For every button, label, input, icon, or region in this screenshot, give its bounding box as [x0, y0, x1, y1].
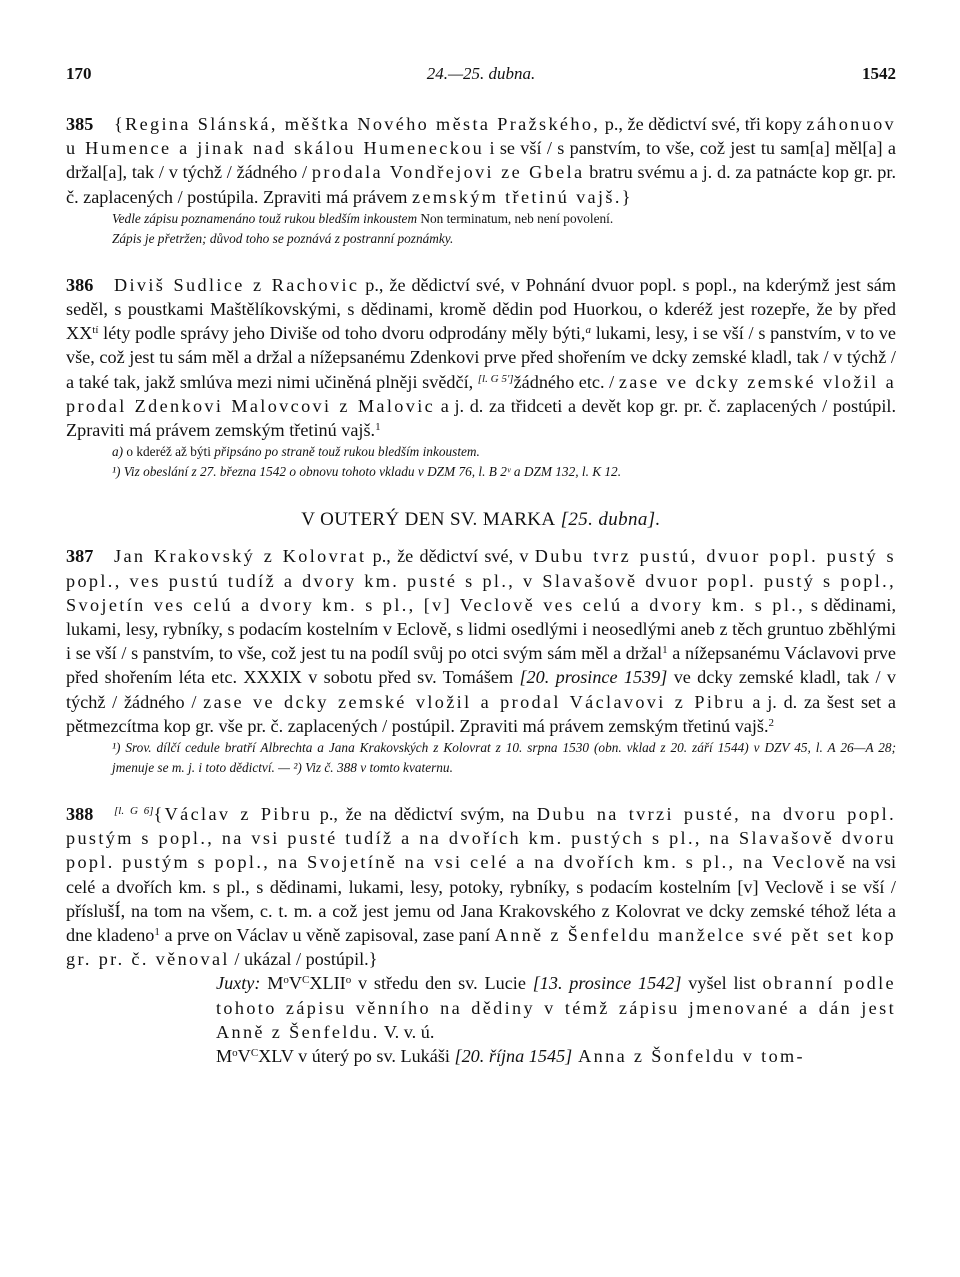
juxta-text: XLV v úterý po sv. Lukáši: [258, 1046, 455, 1067]
footnote-ref: a: [585, 324, 591, 337]
footnote-ref: 1: [154, 926, 160, 939]
heading-date: [25. dubna].: [555, 509, 661, 531]
entry-text: žádného etc. /: [513, 371, 619, 392]
juxta-note: [216, 971, 896, 1044]
entry-text: / ukázal / postúpil.}: [229, 949, 378, 970]
entry-385: [66, 112, 896, 209]
footnote-text: Viz č. 388 v tomto kvaternu.: [301, 760, 453, 776]
entry-spaced-text: Dubu tvrz pustú, dvuor popl. pustý s popl., ves pustú tudíž a dvory km. pusté s pl., v Slavašově dvuor popl. pustý s popl., Svojetín ves celú a dvory km. s pl., [v] Veclově ves celú a dvory km. s pl.,: [66, 546, 896, 615]
entry-party: {Václav z Pibru: [153, 804, 313, 825]
juxta-text: M: [260, 973, 284, 994]
page-number: 170: [66, 64, 92, 83]
running-header: [66, 62, 896, 86]
entry-text: a prve on Václav u věně zapisoval, zase paní: [159, 925, 495, 946]
editorial-note: [112, 229, 896, 249]
entry-number: 386: [66, 274, 94, 295]
entry-party: Jan Krakovský z Kolovrat: [114, 546, 367, 567]
note-italic: Vedle zápisu poznamenáno touž rukou bledším inkoustem: [112, 210, 418, 226]
juxta-spaced-text: Anna z Šonfeldu v tom-: [572, 1046, 805, 1067]
heading-text: V OUTERÝ DEN SV. MARKA: [301, 509, 556, 531]
entry-text: ve dcky zemské kladl, tak / v týchž / žádného /: [66, 667, 896, 712]
entry-number: 385: [66, 114, 94, 134]
entry-text: na vsi celé a dvořích km. s pl., s dědinami, lukami, lesy, potoky, rybníky, s podacím kostelním [v] Veclově i se vší / příslušÍ, na tom na všem, c. t. m. a což jest jemu od Jana Krakovského z Kolovrat ve dcky zemské téhož léta a dne kladeno: [66, 852, 896, 946]
juxta-text: V: [237, 1046, 251, 1067]
entry-text: bratru svému a j. d. za patnácte kop gr. pr. č. zaplacených / postúpila. Zpraviti má právem: [66, 162, 897, 207]
entry-387: [66, 544, 896, 738]
note-italic: Zápis je přetržen; důvod toho se poznává z postranní poznámky.: [112, 230, 454, 246]
entry-spaced-text: zemským třetinú vajš.}: [411, 186, 633, 207]
date-bracket: [20. prosince 1539]: [519, 667, 668, 688]
footnote-label: a): [112, 444, 124, 460]
footnote-ref: 1: [662, 644, 668, 657]
running-title: 24.—25. dubna.: [426, 64, 536, 83]
entry-388: [66, 802, 896, 971]
footnote-italic: připsáno po straně touž rukou bledším inkoustem.: [214, 444, 480, 460]
entry-spaced-text: Anně z Šenfeldu manželce své pět set kop gr. pr. č. věnoval: [66, 925, 896, 970]
note-text: Non terminatum, neb není povolení.: [417, 210, 614, 226]
footnote-label: ¹): [112, 464, 121, 480]
juxta-text: XLII: [309, 973, 346, 994]
superscript: C: [302, 974, 310, 987]
entry-spaced-text: zase ve dcky zemské vložil a prodal Václavovi z Pibru: [203, 691, 746, 712]
entry-text: a nížepsanému Václavovi prve před shořením léta etc. XXXIX v sobotu před sv. Tomášem: [66, 643, 896, 688]
superscript: C: [250, 1047, 259, 1060]
entry-spaced-text: zase ve dcky zemské vložil a prodal Zdenkovi Malovcovi z Malovic: [66, 371, 897, 416]
footnote: [112, 442, 896, 462]
entry-text: a j. d. za třidceti a devět kop gr. pr. č. zaplacených / postúpil. Zpraviti má právem zemským třetinú vajš.: [66, 395, 896, 441]
entry-text: p., že dědictví své, tři kopy: [600, 114, 807, 134]
entry-text: i se vší / s panstvím, to vše, což jest tu sam[a] měl[a] a držal[a], tak / v týchž / žádného /: [66, 138, 896, 183]
entry-spaced-text: záhonuov u Humence a jinak nad skálou Humeneckou: [66, 114, 897, 159]
entry-text: p., že na dědictví svým, na: [312, 804, 537, 825]
entry-party: Diviš Sudlice z Rachovic: [114, 274, 360, 295]
section-heading: [66, 508, 896, 532]
juxta-text: V: [288, 973, 303, 994]
entry-number: 387: [66, 546, 94, 567]
footnote-text: o kderéž až býti: [123, 444, 215, 460]
entry-text: lukami, lesy, i se vší / s panstvím, v to ve vše, což jest tu sám měl a držal a nížepsanému Zdenkovi prve před shořením ve dcky zemské kladl, tak / v týchž / a také tak, jakž smlúva mezi nimi učiněná plněji svědčí,: [66, 323, 896, 392]
entry-text: p., že dědictví své, v Pohnání dvuor popl. s popl., na kderýmž jest sám seděl, s poustkami Maštělíkovskými, s dědinami, kromě dědin pod Huorkou, o kderéž jest rozepře, že by před XX: [66, 274, 896, 344]
entry-party: {Regina Slánská, měštka Nového města Pražského,: [114, 114, 601, 134]
superscript: o: [345, 974, 352, 987]
folio-marker: [l. G 6]: [114, 805, 154, 818]
juxta-spaced-text: obranní podle tohoto zápisu věnního na dědiny v témž zápisu jmenované a dán jest Anně z Šenfeldu.: [216, 973, 896, 1042]
footnote-text: Viz obeslání z 27. března 1542 o obnovu tohoto vkladu v DZM 76, l. B 2ᵛ a DZM 132, l. K 12.: [120, 464, 622, 480]
juxta-text: M: [216, 1046, 233, 1067]
entry-number: 388: [66, 804, 94, 825]
footnote-label: ¹): [112, 740, 121, 756]
superscript: o: [232, 1047, 238, 1060]
juxta-label: Juxty:: [216, 973, 261, 994]
date-bracket: [20. října 1545]: [454, 1046, 573, 1067]
footnote-text: Srov. dílčí cedule bratří Albrechta a Jana Krakovských z Kolovrat z 10. srpna 1530 (obn. vklad z 20. září 1544) v DZV 45, l. A 26—A 28; jmenuje se m. j. i toto dědictví. —: [112, 740, 896, 776]
footnote-ref: 1: [375, 420, 381, 433]
entry-text: p., že dědictví své, v: [366, 546, 535, 567]
date-bracket: [13. prosince 1542]: [532, 973, 682, 994]
footnote: [112, 738, 896, 778]
entry-text: s dědinami, lukami, lesy, rybníky, s podacím kostelním v Eclově, s lidmi osedlými i neosedlými aneb z těch gruntuo zběhlými i se vší / s panstvím, to vše, což jest tu na podíl svůj po otci svým sám měl a držal: [66, 594, 896, 664]
juxta-text: vyšel list: [681, 973, 763, 994]
juxta-text: V. v. ú.: [379, 1021, 435, 1042]
entry-386: [66, 273, 896, 442]
superscript: o: [283, 974, 289, 987]
entry-text: a j. d. za šest set a pětmezcítma kop gr. vše pr. č. zaplacených / postúpil. Zpraviti má právem zemským třetinú vajš.: [66, 691, 896, 736]
entry-spaced-text: Dubu na tvrzi pusté, na dvoru popl. pustým s popl., na vsi pusté tudíž a na dvořích km. pustých s pl., na Slavašově dvoru popl. pustým s popl., na Svojetíně na vsi celé a na dvořích km. s pl., na Veclově: [66, 804, 897, 873]
footnote: [112, 462, 896, 482]
juxta-text: v středu den sv. Lucie: [351, 973, 533, 994]
superscript: tí: [92, 324, 99, 337]
editorial-note: [112, 209, 896, 229]
folio-marker: [l. G 5']: [477, 372, 514, 385]
year-label: 1542: [862, 64, 896, 83]
entry-text: léty podle správy jeho Diviše od toho dvoru odprodány měly býti,: [98, 323, 586, 344]
juxta-note: [216, 1044, 896, 1068]
entry-spaced-text: prodala Vondřejovi ze Gbela: [311, 162, 585, 183]
footnote-ref: 2: [768, 716, 775, 729]
footnote-label: ²): [293, 760, 302, 776]
